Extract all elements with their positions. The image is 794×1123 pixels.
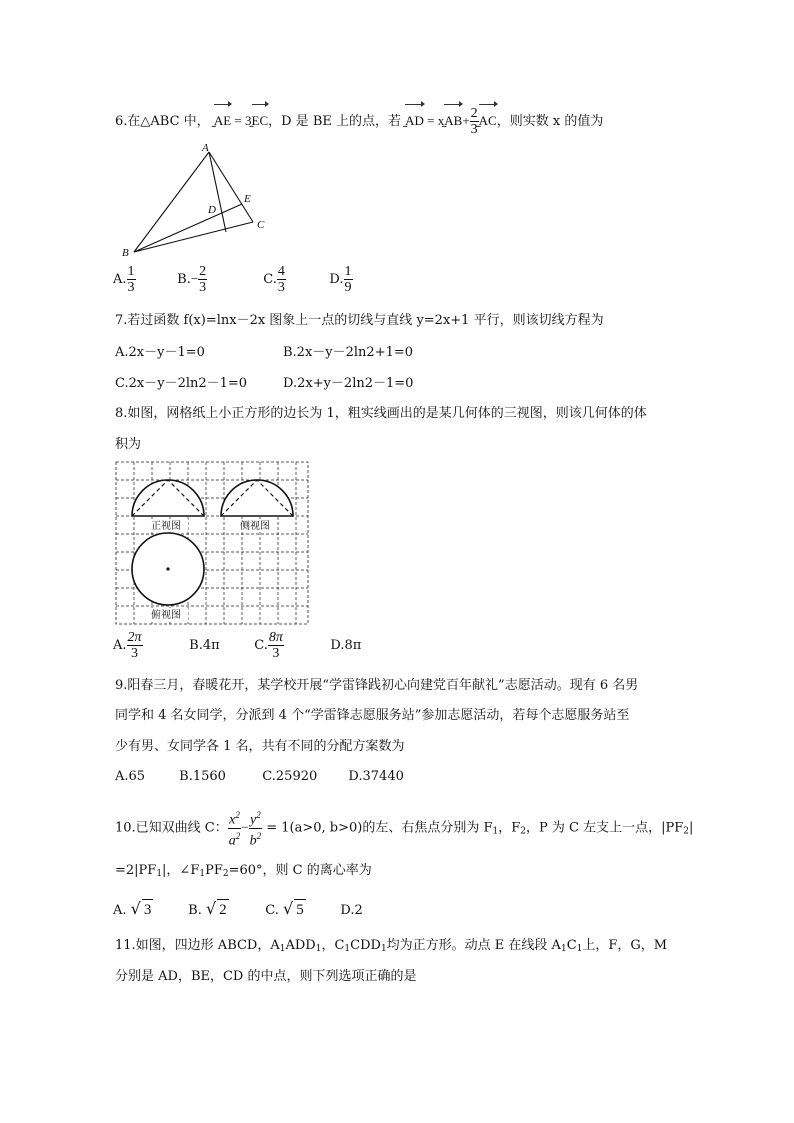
q10-option-d[interactable]: D.2 [340, 903, 363, 918]
q8-option-a[interactable]: A. $\frac{2\pi}{3}$ [113, 630, 142, 661]
q9-stem-line3: 少有男、女同学各 1 名，共有不同的分配方案数为 [115, 739, 405, 754]
segment-be [134, 204, 242, 252]
label-top-view: 俯视图 [151, 610, 181, 621]
q9-option-a[interactable]: A.65 [115, 769, 146, 784]
segment-bc [134, 222, 253, 252]
q7-option-a[interactable]: A.2x－y－1=0 [115, 345, 205, 360]
q10-stem-line1: 10.已知双曲线 C： $\frac{x^2}{a^2}$ − $\frac{y^2}{b^2}$ = 1(a>0, b>0)的左、右焦点分别为 $F_1$，$F_2$，P 为 C 左支上一点，$|PF_2|$ [115, 810, 694, 849]
vector-ad: ̱̱̱ AD [405, 111, 424, 131]
q9-option-c[interactable]: C.25920 [262, 769, 318, 784]
label-b: B [122, 247, 129, 259]
q6-stem: 6.在△ABC 中， ̱̱̱ AE = 3 ̱̱̱ EC，D 是 BE 上的点，若 ̱̱̱ AD = x ̱̱̱ AB+ $\frac{2}{3}$ ̱̱̱ AC，则实数 x 的值为 [115, 106, 603, 137]
q10-option-b[interactable]: B. √ 2 [188, 899, 227, 918]
q6-option-d[interactable]: D. $\frac{1}{9}$ [329, 264, 352, 295]
q10-stem-line2: $=2|PF_1|$，$\angle F_1PF_2=60^\circ$，则 C 的离心率为 [115, 863, 372, 879]
label-front-view: 正视图 [151, 521, 181, 532]
q9-option-b[interactable]: B.1560 [179, 769, 226, 784]
q6-option-c[interactable]: C. $\frac{4}{3}$ [263, 264, 285, 295]
vector-ae: ̱̱̱ AE [214, 111, 231, 131]
q11-stem-line1: 11.如图，四边形 ABCD，$A_1ADD_1$，$C_1CDD_1$均为正方形。动点 E 在线段 $A_1C_1$上，F，G，M [115, 938, 668, 954]
q10-option-c[interactable]: C. √ 5 [265, 899, 304, 918]
q9-option-d[interactable]: D.37440 [348, 769, 404, 784]
q10-option-a[interactable]: A. √ 3 [113, 899, 152, 918]
front-view [132, 480, 204, 516]
q7-option-c[interactable]: C.2x－y－2ln2－1=0 [115, 376, 248, 391]
center-dot [166, 567, 169, 570]
q6-option-a[interactable]: A. $\frac{1}{3}$ [113, 264, 135, 295]
q6-options [113, 264, 353, 295]
q10-options [113, 899, 363, 921]
label-a: A [202, 142, 209, 154]
triangle-figure [116, 140, 276, 260]
fraction-x2-a2: $\frac{x^2}{a^2}$ [228, 810, 241, 849]
q8-option-d[interactable]: D.8π [330, 638, 362, 653]
q7-stem: 7.若过函数 f(x)=lnx－2x 图象上一点的切线与直线 y=2x+1 平行，则该切线方程为 [115, 313, 604, 328]
label-d: D [208, 204, 216, 216]
label-c: C [257, 219, 265, 231]
q8-options [113, 630, 361, 661]
three-view-figure [115, 461, 309, 625]
segment-ab [134, 152, 209, 252]
q9-stem-line2: 同学和 4 名女同学，分派到 4 个“学雷锋志愿服务站”参加志愿活动，若每个志愿服务站至 [115, 708, 630, 723]
vector-ec: ̱̱̱ EC [252, 111, 269, 131]
side-view [221, 480, 293, 516]
q7-option-d[interactable]: D.2x+y－2ln2－1=0 [283, 376, 414, 391]
vector-ab: ̱̱̱ AB [444, 111, 462, 131]
label-side-view: 侧视图 [240, 521, 270, 532]
q8-option-b[interactable]: B.4π [189, 638, 220, 653]
vector-ac: ̱̱̱ AC [479, 111, 497, 131]
q8-stem-line1: 8.如图，网格纸上小正方形的边长为 1，粗实线画出的是某几何体的三视图，则该几何体的体 [115, 406, 647, 421]
q9-stem-line1: 9.阳春三月，春暖花开，某学校开展“学雷锋践初心向建党百年献礼”志愿活动。现有 6 名男 [115, 678, 639, 693]
q7-option-b[interactable]: B.2x－y－2ln2+1=0 [283, 345, 414, 360]
fraction-y2-b2: $\frac{y^2}{b^2}$ [249, 810, 262, 849]
q9-options [115, 767, 404, 787]
q8-stem-line2: 积为 [115, 437, 142, 452]
segment-ad-line [209, 152, 226, 232]
q6-option-b[interactable]: B.− $\frac{2}{3}$ [177, 264, 207, 295]
fraction-two-thirds: $\frac{2}{3}$ [470, 106, 478, 137]
q11-stem-line2: 分别是 AD，BE，CD 的中点，则下列选项正确的是 [115, 969, 417, 984]
q8-option-c[interactable]: C. $\frac{8\pi}{3}$ [254, 630, 283, 661]
label-e: E [244, 193, 251, 205]
